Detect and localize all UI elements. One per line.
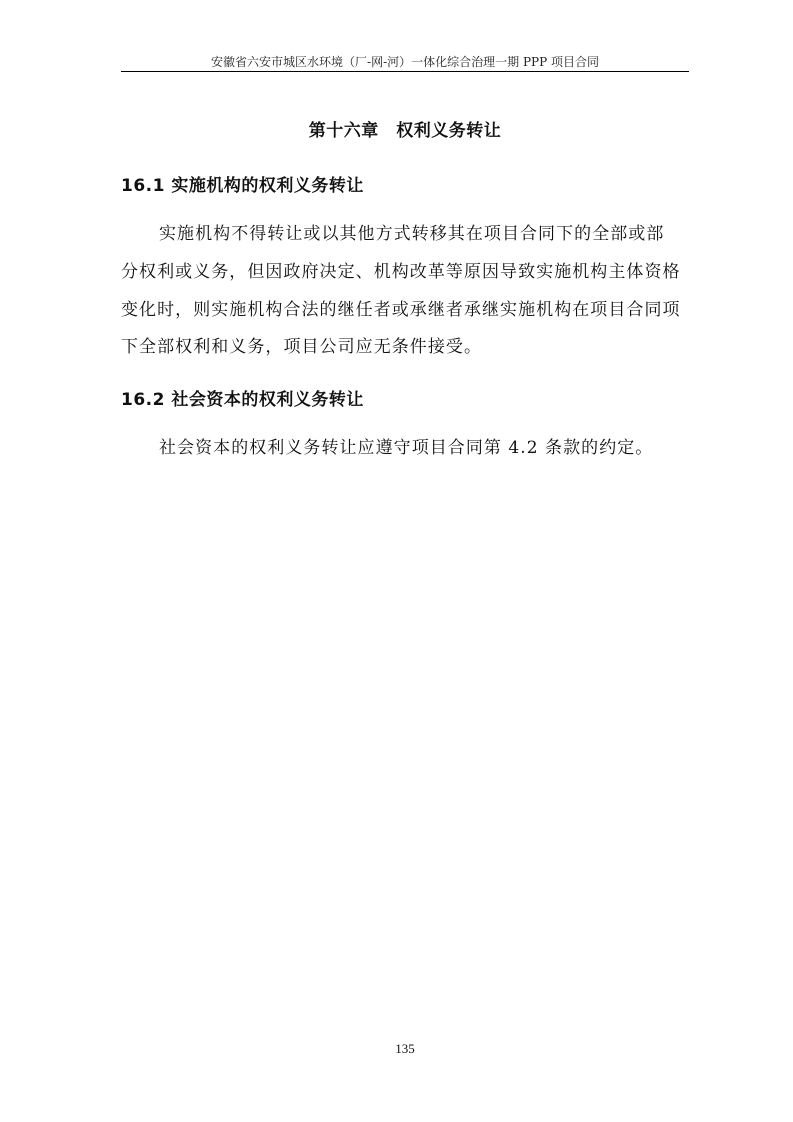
paragraph-line: 实施机构不得转让或以其他方式转移其在项目合同下的全部或部	[159, 224, 665, 244]
paragraph-line: 分权利或义务，但因政府决定、机构改革等原因导致实施机构主体资格	[121, 262, 681, 282]
page-number: 135	[395, 1041, 415, 1056]
chapter-title: 第十六章 权利义务转让	[308, 121, 502, 141]
paragraph-line: 变化时，则实施机构合法的继任者或承继者承继实施机构在项目合同项	[121, 300, 681, 320]
paragraph-line: 下全部权利和义务，项目公司应无条件接受。	[121, 337, 482, 357]
running-header: 安徽省六安市城区水环境（厂-网-河）一体化综合治理一期 PPP 项目合同	[211, 55, 599, 69]
section-heading-16-1: 16.1 实施机构的权利义务转让	[121, 176, 364, 196]
section-heading-16-2: 16.2 社会资本的权利义务转让	[121, 390, 364, 410]
header-divider	[121, 71, 689, 72]
paragraph-line: 社会资本的权利义务转让应遵守项目合同第 4.2 条款的约定。	[159, 438, 654, 458]
